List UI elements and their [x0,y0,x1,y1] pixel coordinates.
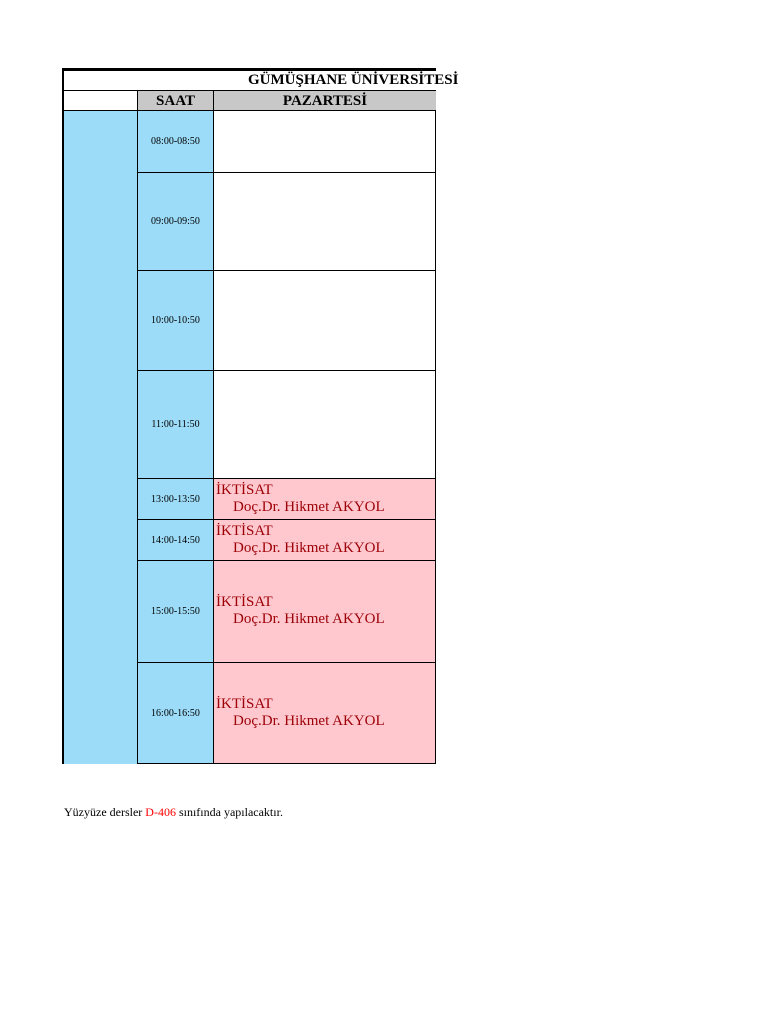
class-cell [213,371,436,479]
class-cell [213,479,436,520]
header-day: PAZARTESİ [213,90,436,111]
header-saat: SAAT [137,90,214,111]
time-cell: 16:00-16:50 [137,663,214,764]
note-prefix: Yüzyüze dersler [64,805,146,819]
time-cell: 11:00-11:50 [137,371,214,479]
class-cell [213,561,436,663]
course-name: İKTİSAT [216,482,273,498]
course-teacher: Doç.Dr. Hikmet AKYOL [233,611,385,627]
course-entry [216,523,385,557]
schedule-title-row [62,68,459,90]
university-title: GÜMÜŞHANE ÜNİVERSİTESİ [248,72,459,88]
note-suffix: sınıfında yapılacaktır. [175,805,283,819]
course-teacher: Doç.Dr. Hikmet AKYOL [233,499,385,515]
room-number: D-406 [145,805,176,819]
classroom-note [64,805,283,820]
header-blank-cell [62,90,138,111]
course-name: İKTİSAT [216,696,273,712]
course-teacher: Doç.Dr. Hikmet AKYOL [233,713,385,729]
time-cell: 10:00-10:50 [137,271,214,371]
class-cell [213,173,436,271]
course-name: İKTİSAT [216,594,273,610]
time-cell: 09:00-09:50 [137,173,214,271]
course-entry [216,482,385,516]
course-entry [216,696,385,730]
class-cell [213,271,436,371]
time-cell: 08:00-08:50 [137,111,214,173]
time-cell: 14:00-14:50 [137,520,214,561]
day-group-column [62,111,138,764]
course-teacher: Doç.Dr. Hikmet AKYOL [233,540,385,556]
class-cell [213,111,436,173]
course-name: İKTİSAT [216,523,273,539]
time-cell: 13:00-13:50 [137,479,214,520]
class-cell [213,663,436,764]
time-cell: 15:00-15:50 [137,561,214,663]
course-entry [216,594,385,628]
class-cell [213,520,436,561]
